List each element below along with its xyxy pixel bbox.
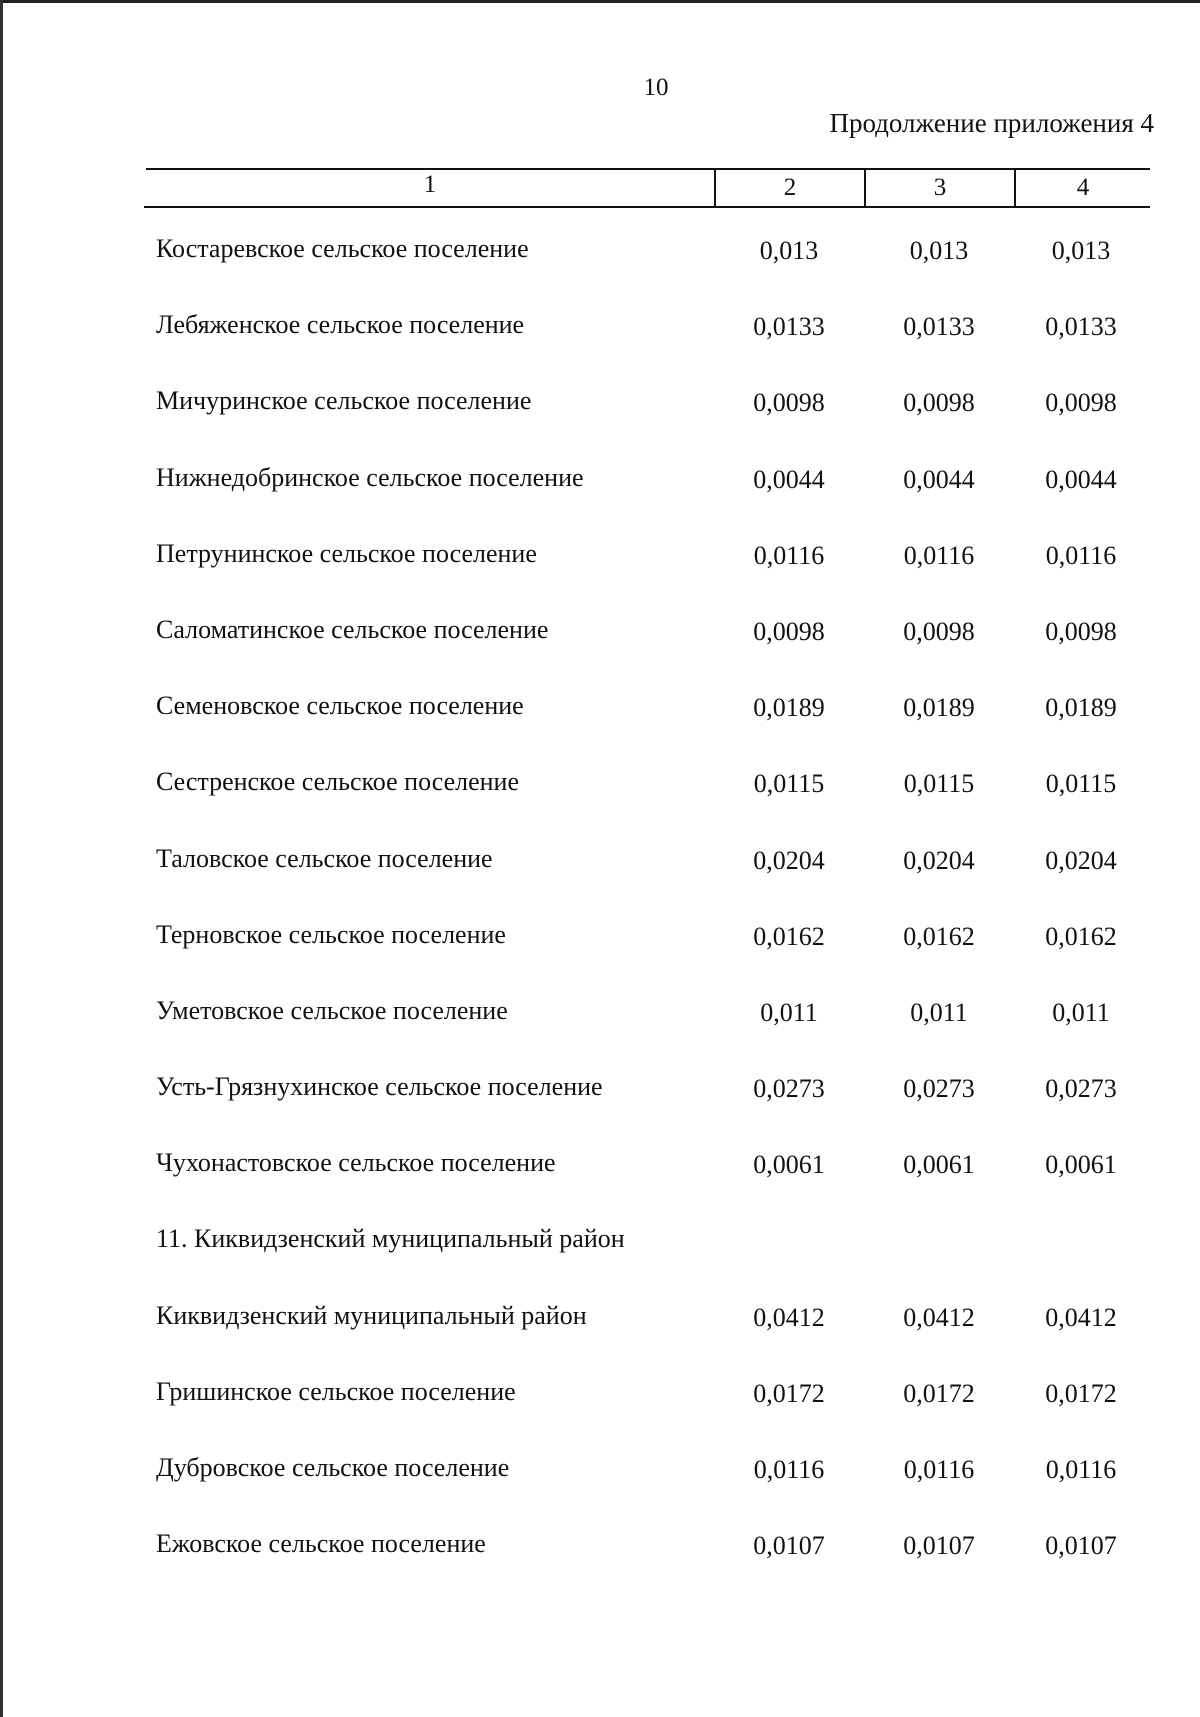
table-row: [0, 525, 1200, 601]
row-name: Дубровское сельское поселение: [156, 1453, 510, 1482]
table-row: [0, 830, 1200, 906]
row-value-c2: 0,0061: [753, 1150, 825, 1180]
row-name: Семеновское сельское поселение: [156, 691, 524, 721]
header-col-2: 2: [783, 174, 797, 201]
row-value-c4: 0,0189: [1045, 693, 1117, 723]
row-value-c3: 0,0107: [903, 1531, 975, 1561]
row-name: Петрунинское сельское поселение: [156, 538, 537, 568]
row-value-c3: 0,0133: [903, 312, 975, 342]
row-name: Мичуринское сельское поселение: [156, 386, 532, 416]
row-value-c2: 0,0273: [753, 1074, 825, 1104]
row-value-c2: 0,0172: [753, 1378, 825, 1408]
row-value-c4: 0,0115: [1045, 769, 1117, 799]
row-value-c2: 0,0204: [753, 845, 825, 875]
row-value-c3: 0,0061: [903, 1150, 975, 1180]
row-value-c3: 0,011: [910, 997, 968, 1027]
row-name: Гришинское сельское поселение: [156, 1376, 516, 1406]
row-value-c4: 0,0133: [1045, 312, 1117, 342]
row-name: Усть-Грязнухинское сельское поселение: [156, 1072, 603, 1102]
row-value-c2: 0,0133: [753, 312, 825, 342]
page-top-edge: [0, 0, 1200, 3]
continuation-label: Продолжение приложения 4: [829, 108, 1154, 138]
table-row: [0, 1439, 1200, 1515]
row-value-c2: 0,0044: [753, 464, 825, 494]
row-value-c4: 0,0412: [1045, 1302, 1117, 1332]
table-row: [0, 296, 1200, 372]
row-value-c4: 0,0044: [1045, 464, 1117, 494]
row-name: Таловское сельское поселение: [156, 843, 493, 873]
table-row: [0, 1515, 1200, 1591]
row-name: Саломатинское сельское поселение: [156, 614, 549, 644]
row-value-c4: 0,011: [1052, 997, 1110, 1027]
row-name: Чухонастовское сельское поселение: [156, 1148, 556, 1178]
row-value-c4: 0,0098: [1045, 616, 1117, 646]
row-value-c2: 0,0115: [753, 769, 825, 799]
row-value-c3: 0,0204: [903, 845, 975, 875]
table-row: [0, 372, 1200, 448]
row-value-c3: 0,0162: [903, 921, 975, 951]
row-value-c2: 0,0107: [753, 1531, 825, 1561]
table-row: [0, 601, 1200, 677]
table-row: [0, 982, 1200, 1058]
row-value-c3: 0,0172: [903, 1378, 975, 1408]
row-value-c2: 0,0098: [753, 388, 825, 418]
table-row: [0, 753, 1200, 829]
row-value-c3: 0,0098: [903, 616, 975, 646]
row-value-c2: 0,0098: [753, 616, 825, 646]
row-value-c4: 0,0204: [1045, 845, 1117, 875]
row-name: Лебяженское сельское поселение: [156, 310, 525, 340]
row-value-c2: 0,0116: [753, 1455, 825, 1484]
table-row: [0, 220, 1200, 296]
table-row: [0, 1058, 1200, 1134]
row-value-c4: 0,0098: [1045, 388, 1117, 418]
row-name: Уметовское сельское поселение: [156, 995, 508, 1025]
row-value-c4: 0,0116: [1045, 540, 1117, 570]
table-row: [0, 906, 1200, 982]
row-value-c3: 0,0273: [903, 1074, 975, 1104]
row-value-c4: 0,0273: [1045, 1074, 1117, 1104]
table-row: [0, 1287, 1200, 1363]
row-name: Ежовское сельское поселение: [156, 1529, 486, 1559]
row-value-c4: 0,0162: [1045, 921, 1117, 951]
header-col-1: 1: [423, 171, 437, 198]
row-value-c2: 0,0189: [753, 693, 825, 723]
row-name: Терновское сельское поселение: [156, 919, 506, 949]
row-value-c4: 0,013: [1051, 236, 1111, 265]
row-value-c2: 0,0412: [753, 1302, 825, 1332]
row-name: 11. Киквидзенский муниципальный район: [156, 1224, 625, 1254]
table-header: [146, 168, 1150, 206]
row-value-c2: 0,0162: [753, 921, 825, 951]
row-value-c2: 0,011: [760, 997, 818, 1027]
header-bottom-rule: [144, 206, 1150, 208]
row-name: Костаревское сельское поселение: [156, 234, 529, 263]
row-value-c3: 0,0116: [903, 1455, 975, 1484]
row-value-c4: 0,0116: [1045, 1455, 1117, 1484]
row-value-c4: 0,0107: [1045, 1531, 1117, 1561]
page-number: 10: [643, 74, 669, 101]
table-row: [0, 449, 1200, 525]
table-row: [0, 677, 1200, 753]
table-row: [0, 1134, 1200, 1210]
row-value-c3: 0,0098: [903, 388, 975, 418]
header-col-3: 3: [933, 174, 947, 201]
table-body: [0, 220, 1200, 1591]
row-value-c2: 0,013: [759, 236, 819, 265]
header-col-4: 4: [1076, 174, 1090, 201]
row-value-c3: 0,0044: [903, 464, 975, 494]
row-name: Сестренское сельское поселение: [156, 767, 520, 797]
row-value-c3: 0,0115: [903, 769, 975, 799]
row-name: Нижнедобринское сельское поселение: [156, 462, 584, 492]
row-value-c3: 0,0116: [903, 540, 975, 570]
table-row: [0, 1210, 1200, 1286]
row-value-c3: 0,0189: [903, 693, 975, 723]
row-value-c2: 0,0116: [753, 540, 825, 570]
row-value-c3: 0,013: [909, 236, 969, 265]
header-top-rule: [146, 168, 1150, 170]
row-name: Киквидзенский муниципальный район: [156, 1300, 587, 1330]
row-value-c4: 0,0061: [1045, 1150, 1117, 1180]
row-value-c3: 0,0412: [903, 1302, 975, 1332]
row-value-c4: 0,0172: [1045, 1378, 1117, 1408]
table-row: [0, 1363, 1200, 1439]
